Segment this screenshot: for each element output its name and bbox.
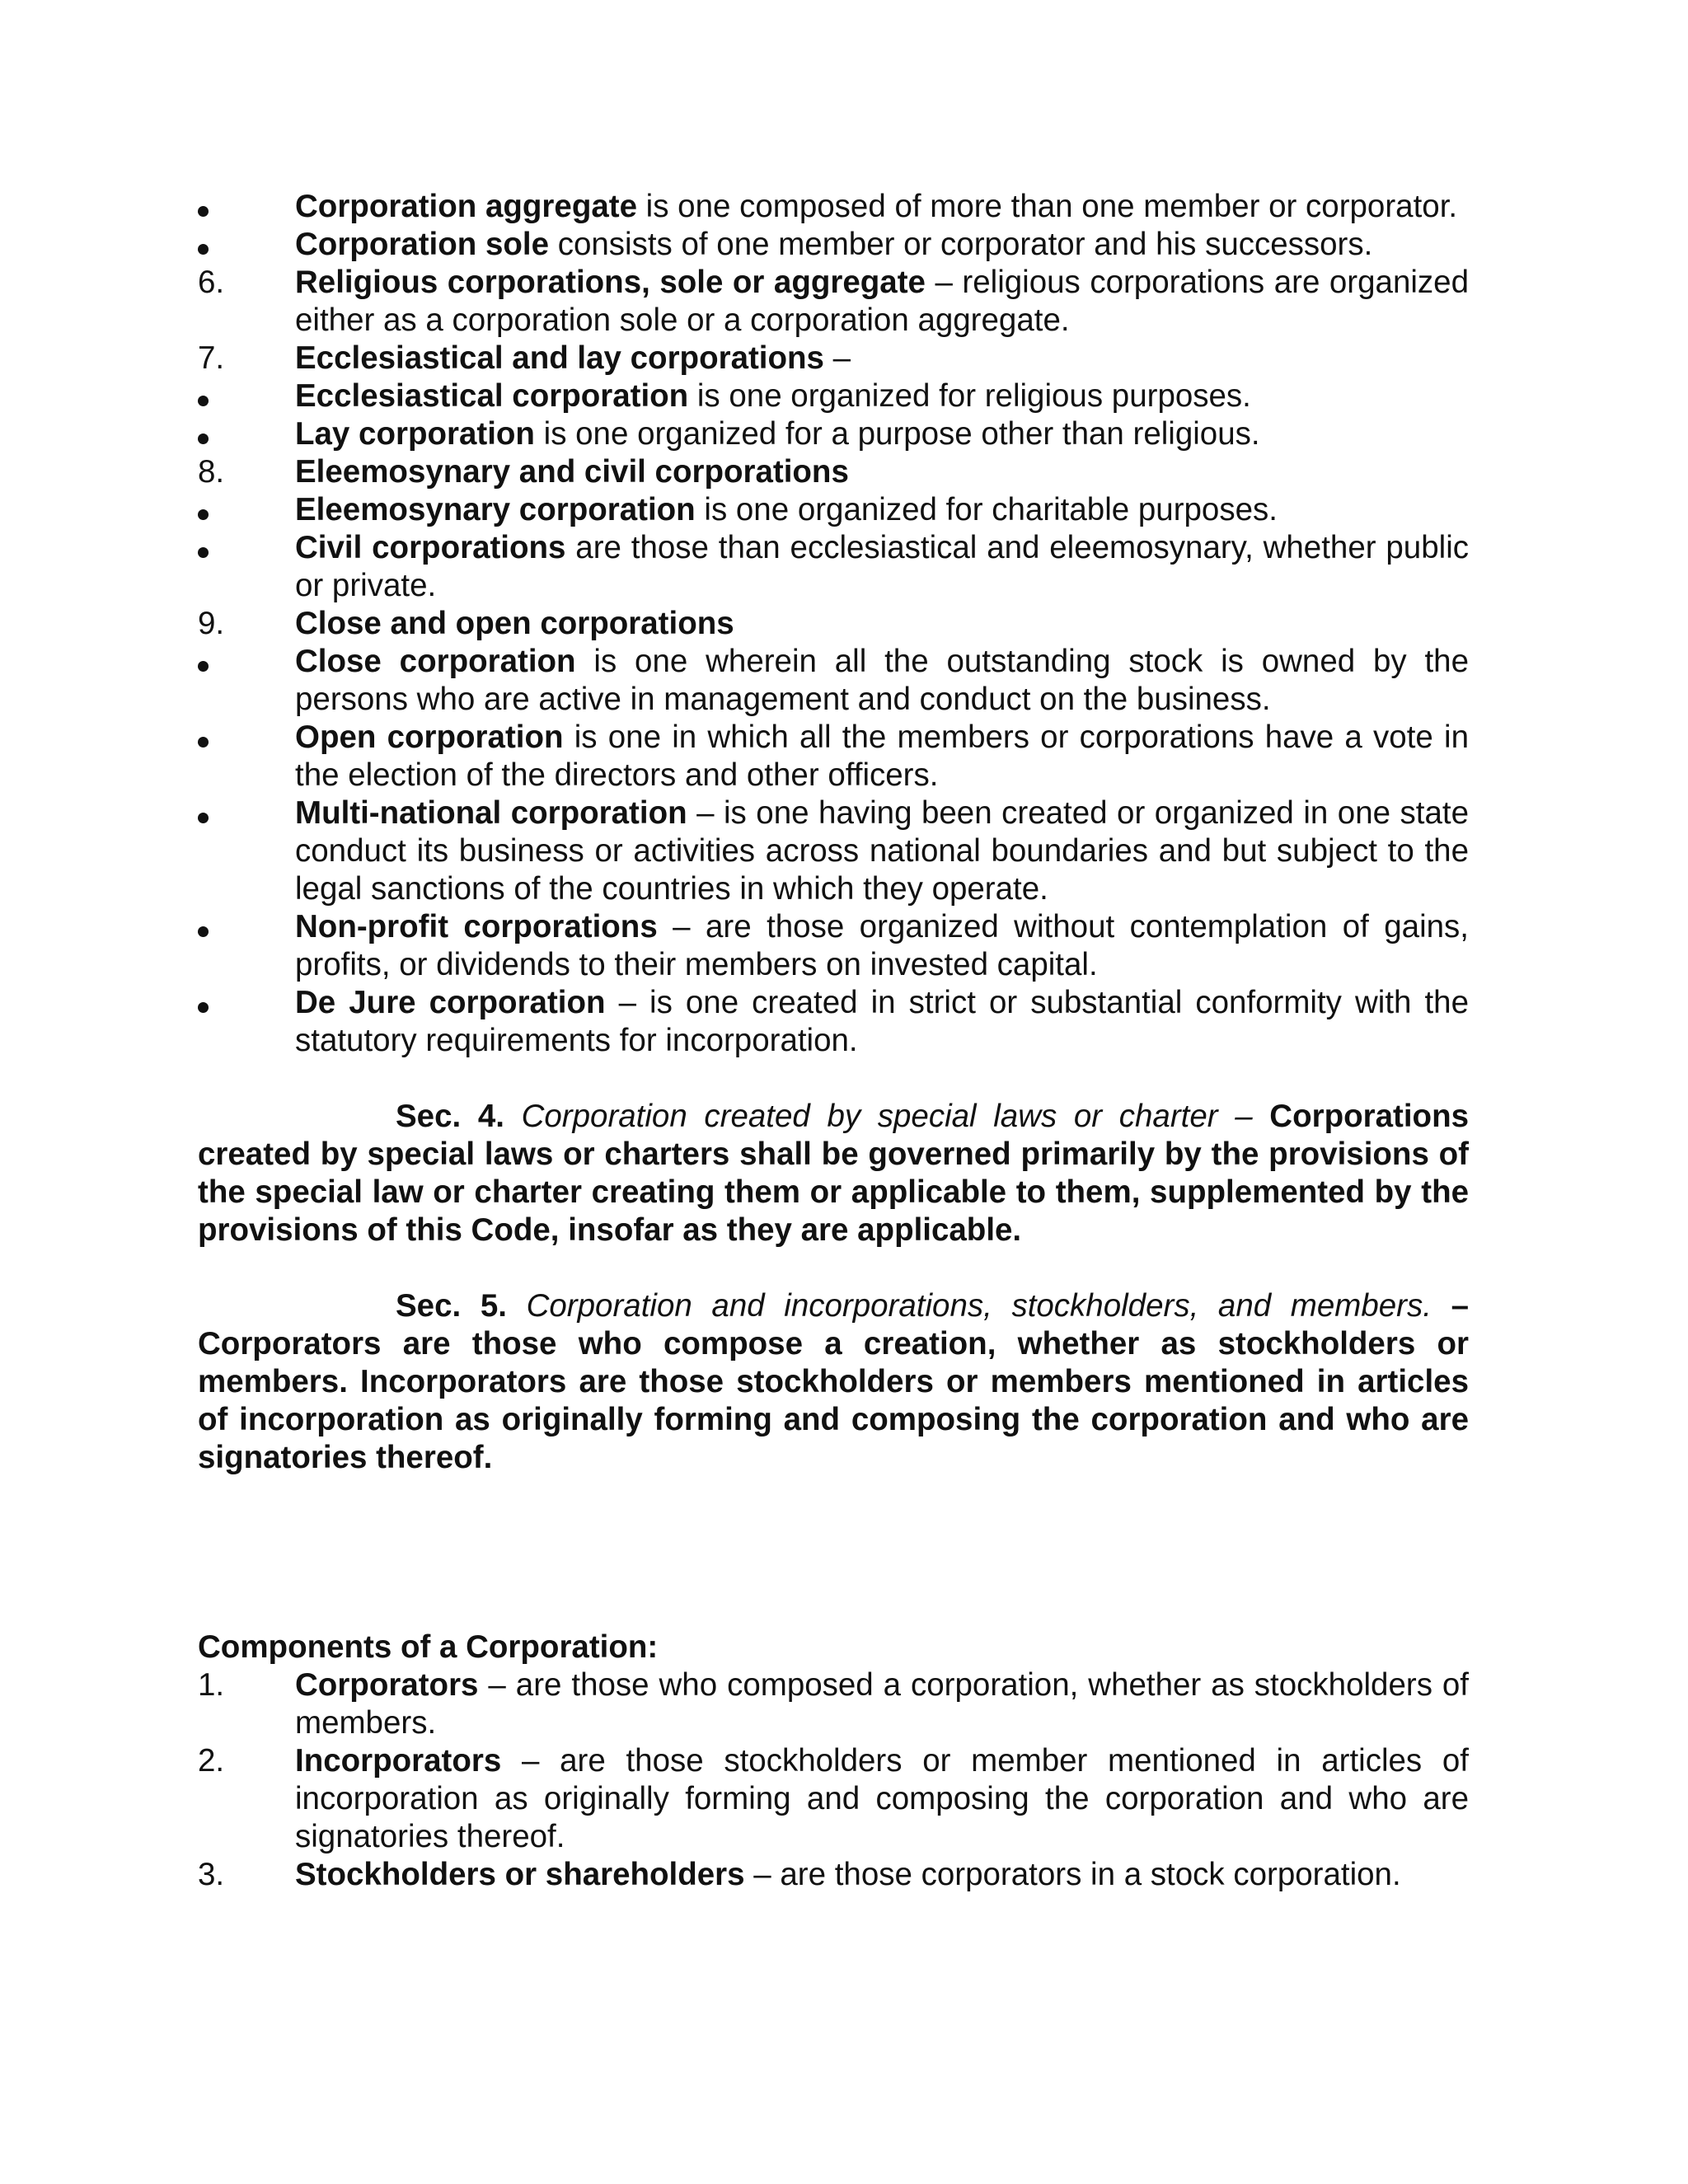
list-item xyxy=(198,264,1469,340)
bullet-dot-icon xyxy=(198,434,209,444)
list-number xyxy=(198,1666,280,1704)
bullet-icon xyxy=(198,908,280,946)
list-number-text: 1. xyxy=(198,1667,225,1703)
list-item xyxy=(198,605,1469,643)
list-number xyxy=(198,1742,280,1780)
list-number xyxy=(198,605,280,643)
section-4-title: Corporation created by special laws or charter – xyxy=(504,1099,1270,1134)
section-4-paragraph xyxy=(198,1098,1469,1249)
list-item xyxy=(198,1856,1469,1894)
list-item-term: Eleemosynary and civil corporations xyxy=(295,454,849,490)
components-list xyxy=(198,1666,1469,1894)
list-item xyxy=(198,1666,1469,1742)
list-item xyxy=(198,643,1469,719)
list-number xyxy=(198,1856,280,1894)
list-item xyxy=(198,794,1469,908)
list-item-text: – are those corporators in a stock corporation. xyxy=(744,1857,1401,1892)
list-item xyxy=(198,415,1469,453)
list-item-text: is one wherein all the outstanding stock is owned by the persons who are active in management and conduct on the business. xyxy=(295,644,1469,717)
list-item-text: – are those organized without contemplation of gains, profits, or dividends to their members on invested capital. xyxy=(295,909,1469,982)
list-item xyxy=(198,529,1469,605)
bullet-icon xyxy=(198,984,280,1022)
list-number xyxy=(198,340,280,377)
bullet-icon xyxy=(198,643,280,681)
list-item-term: Close and open corporations xyxy=(295,606,734,641)
list-item-text: – are those who composed a corporation, whether as stockholders of members. xyxy=(295,1667,1469,1741)
bullet-dot-icon xyxy=(198,509,209,520)
list-item-text: consists of one member or corporator and his successors. xyxy=(549,227,1373,262)
list-item-term: Eleemosynary corporation xyxy=(295,492,696,527)
list-item xyxy=(198,377,1469,415)
list-item-term: Corporation sole xyxy=(295,227,550,262)
list-item-text: – religious corporations are organized either as a corporation sole or a corporation aggregate. xyxy=(295,265,1469,338)
list-item-text: – are those stockholders or member mentioned in articles of incorporation as originally forming and composing the corporation and who are signatories thereof. xyxy=(295,1743,1469,1854)
bullet-dot-icon xyxy=(198,1002,209,1013)
bullet-icon xyxy=(198,226,280,264)
list-item-text: is one in which all the members or corporations have a vote in the election of the directors and other officers. xyxy=(295,719,1469,793)
list-item xyxy=(198,340,1469,377)
bullet-dot-icon xyxy=(198,547,209,558)
list-item-text: is one organized for religious purposes. xyxy=(688,378,1251,414)
bullet-dot-icon xyxy=(198,737,209,748)
bullet-icon xyxy=(198,491,280,529)
list-item-term: Lay corporation xyxy=(295,416,535,452)
list-item-term: Civil corporations xyxy=(295,530,566,565)
section-4-body: Corporations created by special laws or charters shall be governed primarily by the provisions of the special law or charter creating them or applicable to them, supplemented by the provisions of this Code, insofar as they are applicable. xyxy=(198,1099,1469,1248)
list-item-term: Stockholders or shareholders xyxy=(295,1857,745,1892)
list-item-term: Corporation aggregate xyxy=(295,189,637,224)
list-item-text: is one organized for charitable purposes. xyxy=(695,492,1278,527)
list-number-text: 8. xyxy=(198,454,225,490)
bullet-dot-icon xyxy=(198,661,209,672)
list-item xyxy=(198,226,1469,264)
section-5-label: Sec. 5. xyxy=(396,1288,507,1324)
list-item-text: – is one having been created or organized in one state conduct its business or activities across national boundaries and but subject to the legal sanctions of the countries in which they operate. xyxy=(295,795,1469,907)
bullet-dot-icon xyxy=(198,396,209,406)
bullet-icon xyxy=(198,188,280,226)
bullet-icon xyxy=(198,415,280,453)
section-5-title: Corporation and incorporations, stockholders, and members. xyxy=(506,1288,1432,1324)
section-4-label: Sec. 4. xyxy=(396,1099,504,1134)
list-number xyxy=(198,264,280,302)
list-number-text: 3. xyxy=(198,1857,225,1892)
list-item-term: Open corporation xyxy=(295,719,564,755)
list-item-term: Corporators xyxy=(295,1667,479,1703)
list-item xyxy=(198,984,1469,1060)
list-number xyxy=(198,453,280,491)
list-item-term: Non-profit corporations xyxy=(295,909,658,944)
list-item-term: Incorporators xyxy=(295,1743,502,1779)
list-item-term: Ecclesiastical and lay corporations xyxy=(295,340,824,376)
list-item xyxy=(198,453,1469,491)
list-item-text: – is one created in strict or substantial conformity with the statutory requirements for incorporation. xyxy=(295,985,1469,1058)
list-item xyxy=(198,491,1469,529)
corporation-types-list xyxy=(198,188,1469,1060)
document-page xyxy=(198,188,1469,1894)
bullet-dot-icon xyxy=(198,813,209,823)
list-item-text: is one organized for a purpose other than religious. xyxy=(534,416,1260,452)
list-item xyxy=(198,1742,1469,1856)
list-item-term: Religious corporations, sole or aggregate xyxy=(295,265,926,300)
list-item-term: De Jure corporation xyxy=(295,985,606,1020)
list-item-term: Multi-national corporation xyxy=(295,795,687,831)
list-item-text: are those than ecclesiastical and eleemosynary, whether public or private. xyxy=(295,530,1469,603)
bullet-icon xyxy=(198,377,280,415)
components-heading: Components of a Corporation: xyxy=(198,1629,659,1665)
list-item xyxy=(198,719,1469,794)
section-5-body: – Corporators are those who compose a creation, whether as stockholders or members. Incorporators are those stockholders or members mentioned in articles of incorporation as originally forming and composing the corporation and who are signatories thereof. xyxy=(198,1288,1469,1475)
list-item xyxy=(198,908,1469,984)
list-item xyxy=(198,188,1469,226)
bullet-icon xyxy=(198,719,280,757)
list-item-term: Close corporation xyxy=(295,644,576,679)
list-number-text: 7. xyxy=(198,340,225,376)
bullet-dot-icon xyxy=(198,244,209,255)
list-number-text: 2. xyxy=(198,1743,225,1779)
list-item-text: – xyxy=(823,340,851,376)
list-item-text: is one composed of more than one member or corporator. xyxy=(636,189,1458,224)
list-number-text: 9. xyxy=(198,606,225,641)
bullet-dot-icon xyxy=(198,926,209,937)
bullet-dot-icon xyxy=(198,206,209,217)
list-item-term: Ecclesiastical corporation xyxy=(295,378,689,414)
section-5-paragraph xyxy=(198,1287,1469,1477)
bullet-icon xyxy=(198,794,280,832)
bullet-icon xyxy=(198,529,280,567)
list-number-text: 6. xyxy=(198,265,225,300)
